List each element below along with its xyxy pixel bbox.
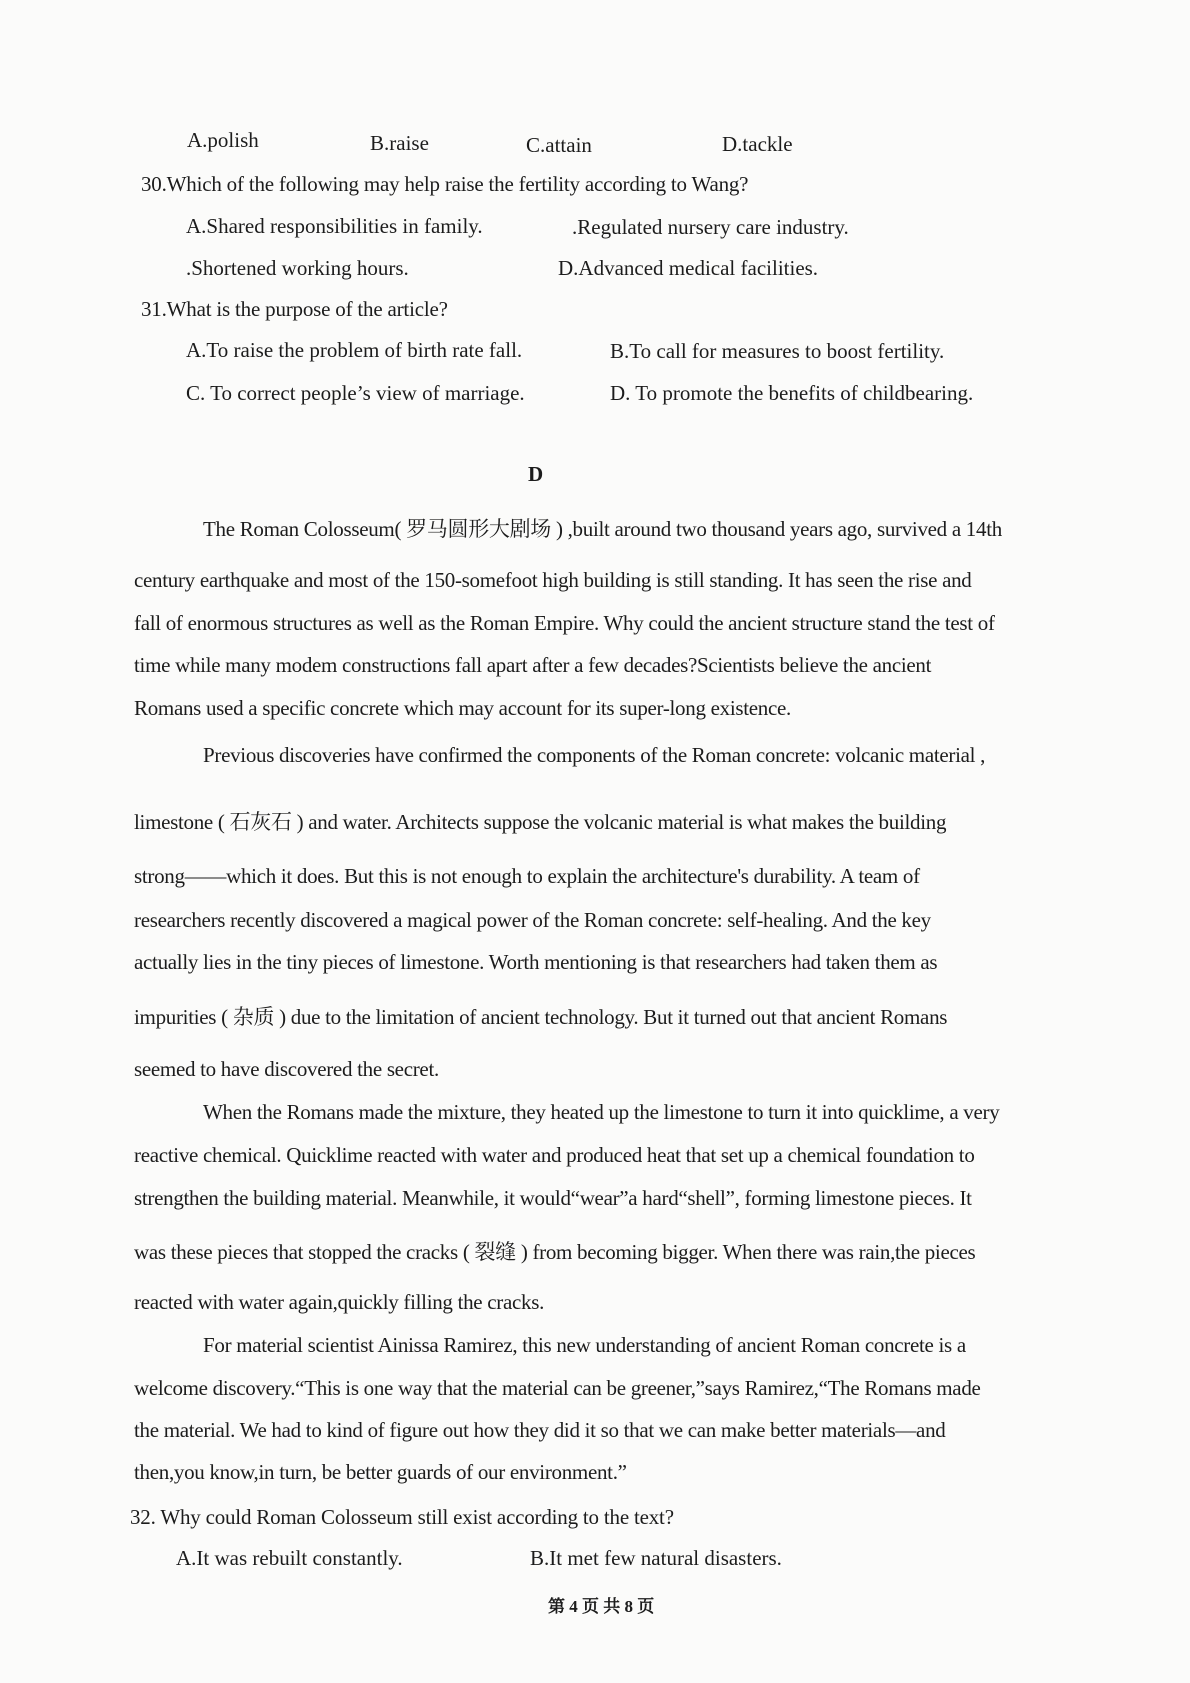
passage-line: reacted with water again,quickly filling the cracks. xyxy=(134,1290,545,1314)
passage-line: seemed to have discovered the secret. xyxy=(134,1057,439,1081)
q31-option-a: A.To raise the problem of birth rate fall. xyxy=(186,338,523,362)
passage-line: For material scientist Ainissa Ramirez, this new understanding of ancient Roman concrete is a xyxy=(203,1333,966,1357)
passage-line: Romans used a specific concrete which may account for its super-long existence. xyxy=(134,696,791,720)
q30-option-b: .Regulated nursery care industry. xyxy=(572,215,849,239)
q30-stem: 30.Which of the following may help raise the fertility according to Wang? xyxy=(141,172,749,196)
passage-line: researchers recently discovered a magical power of the Roman concrete: self-healing. And the key xyxy=(134,908,931,932)
q30-option-a: A.Shared responsibilities in family. xyxy=(186,214,483,238)
passage-line: Previous discoveries have confirmed the components of the Roman concrete: volcanic material , xyxy=(203,743,986,767)
q31-stem: 31.What is the purpose of the article? xyxy=(141,297,448,321)
q30-option-d: D.Advanced medical facilities. xyxy=(558,256,819,280)
section-label: D xyxy=(528,462,544,486)
passage-line: actually lies in the tiny pieces of limestone. Worth mentioning is that researchers had taken them as xyxy=(134,950,938,974)
passage-line: then,you know,in turn, be better guards of our environment.” xyxy=(134,1460,627,1484)
passage-line: welcome discovery.“This is one way that the material can be greener,”says Ramirez,“The Romans made xyxy=(134,1376,981,1400)
q32-stem: 32. Why could Roman Colosseum still exist according to the text? xyxy=(130,1505,674,1529)
passage-line: strengthen the building material. Meanwhile, it would“wear”a hard“shell”, forming limestone pieces. It xyxy=(134,1186,972,1210)
q32-option-a: A.It was rebuilt constantly. xyxy=(176,1546,403,1570)
passage-line: the material. We had to kind of figure out how they did it so that we can make better materials—and xyxy=(134,1418,946,1442)
passage-line: fall of enormous structures as well as the Roman Empire. Why could the ancient structure stand the test of xyxy=(134,611,995,635)
passage-line: When the Romans made the mixture, they heated up the limestone to turn it into quicklime, a very xyxy=(203,1100,1000,1124)
passage-line: time while many modem constructions fall apart after a few decades?Scientists believe the ancient xyxy=(134,653,932,677)
passage-line: impurities ( 杂质 ) due to the limitation of ancient technology. But it turned out that ancient Romans xyxy=(134,1005,948,1029)
q29-option-a: A.polish xyxy=(187,128,259,152)
q29-option-c: C.attain xyxy=(526,133,592,157)
passage-line: reactive chemical. Quicklime reacted with water and produced heat that set up a chemical foundation to xyxy=(134,1143,975,1167)
passage-line: strong——which it does. But this is not enough to explain the architecture's durability. A team of xyxy=(134,864,920,888)
passage-line: The Roman Colosseum( 罗马圆形大剧场 ) ,built around two thousand years ago, survived a 14th xyxy=(203,517,1002,541)
q29-option-b: B.raise xyxy=(370,131,429,155)
q31-option-c: C. To correct people’s view of marriage. xyxy=(186,381,525,405)
q32-option-b: B.It met few natural disasters. xyxy=(530,1546,782,1570)
passage-line: was these pieces that stopped the cracks ( 裂缝 ) from becoming bigger. When there was rain,the pieces xyxy=(134,1240,976,1264)
q29-option-d: D.tackle xyxy=(722,132,793,156)
passage-line: limestone ( 石灰石 ) and water. Architects suppose the volcanic material is what makes the building xyxy=(134,810,947,834)
page-number: 第 4 页 共 8 页 xyxy=(548,1597,655,1616)
q30-option-c: .Shortened working hours. xyxy=(186,256,409,280)
q31-option-d: D. To promote the benefits of childbearing. xyxy=(610,381,974,405)
q31-option-b: B.To call for measures to boost fertility. xyxy=(610,339,945,363)
passage-line: century earthquake and most of the 150-somefoot high building is still standing. It has seen the rise and xyxy=(134,568,972,592)
